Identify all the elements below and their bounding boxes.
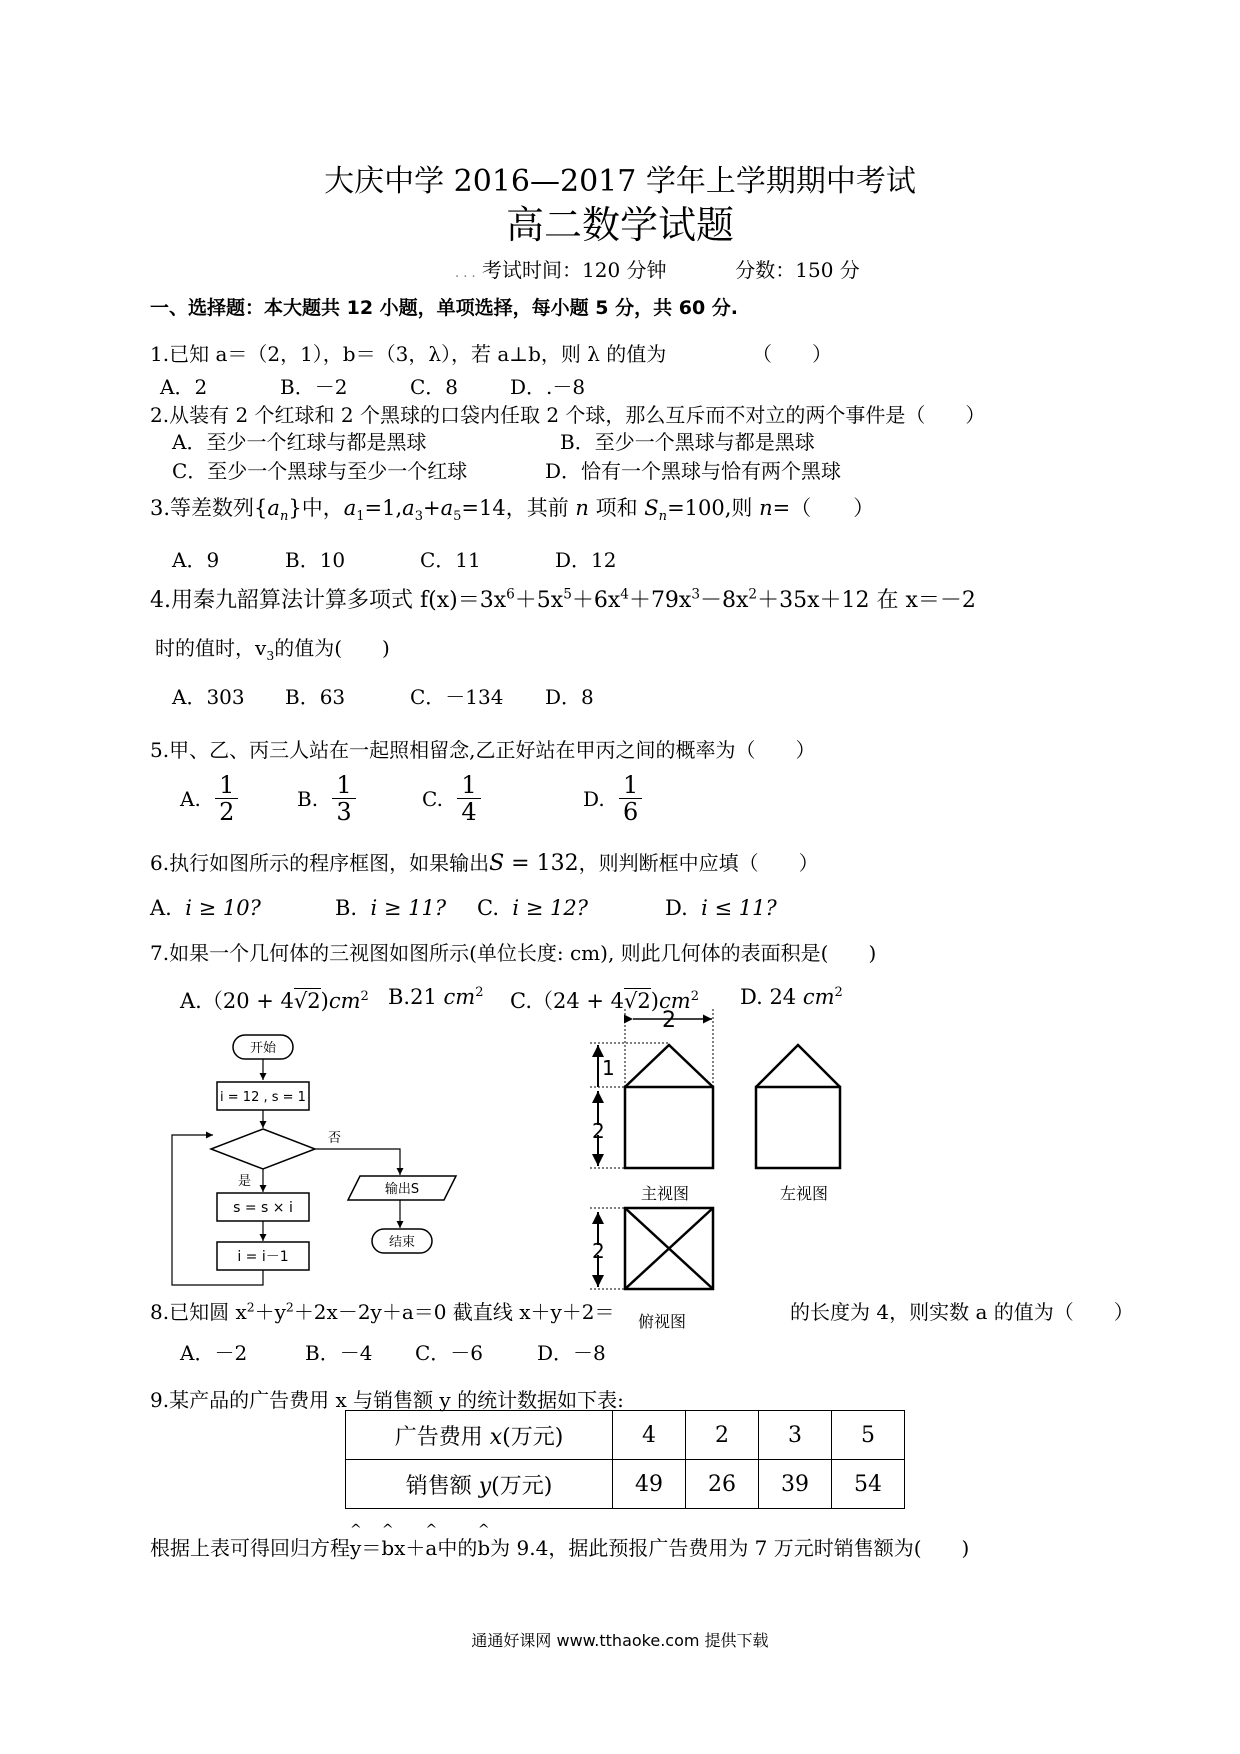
q4-option-a: A．303 [172, 685, 245, 709]
multiply-label: s = s × i [233, 1200, 293, 1216]
q6-t1: 6.执行如图所示的程序框图，如果输出 [150, 851, 490, 875]
q3-t4: =14，其前 [461, 496, 576, 520]
q3-option-b: B．10 [285, 548, 346, 572]
q3-sub5: 5 [453, 509, 462, 525]
q7-option-c: $C.(24 + 4√2)cm^2$ [510, 985, 699, 1015]
table-cell: 39 [759, 1460, 832, 1509]
q2-stem: 2.从装有 2 个红球和 2 个黑球的口袋内任取 2 个球，那么互斥而不对立的两个事件是（ ） [150, 403, 986, 427]
q8-t2: ＋y [254, 1300, 286, 1324]
q4-e5: 5 [563, 586, 572, 603]
exam-meta [455, 254, 860, 283]
q4-option-d: D．8 [545, 685, 594, 709]
body-label: 2 [592, 1119, 605, 1143]
yes-label: 是 [238, 1174, 252, 1189]
q3-S: S [644, 496, 659, 520]
q3-a: a [267, 496, 280, 520]
q7-d-text: D. 24 [740, 985, 797, 1009]
row2-b: (万元) [491, 1473, 553, 1499]
q5-option-c [422, 772, 481, 826]
q9-t1: 根据上表可得回归方程 [150, 1536, 350, 1560]
q5-c-num: 1 [457, 772, 480, 799]
row-label-y [346, 1460, 613, 1509]
q3-stem [150, 492, 875, 525]
q6-a-expr: i ≥ 10? [185, 896, 261, 920]
dots: . . . [455, 266, 476, 281]
q5-b-label: B. [297, 786, 319, 811]
q6-c-expr: i ≥ 12? [512, 896, 589, 920]
q5-c-den: 4 [461, 798, 477, 827]
table-cell: 26 [686, 1460, 759, 1509]
q9-mid: 中的 [437, 1536, 478, 1560]
init-label: i = 12 , s = 1 [220, 1090, 306, 1105]
row-label-x [346, 1411, 613, 1460]
side-view-shape [756, 1045, 840, 1168]
q6-option-b [335, 896, 446, 920]
q7-a-post: ) [320, 989, 329, 1013]
q6-b-letter: B. [335, 896, 358, 920]
flowchart [160, 1025, 480, 1295]
q6-c-letter: C. [477, 896, 499, 920]
q3-option-a: A．9 [172, 548, 220, 572]
front-view-caption: 主视图 [640, 1184, 690, 1203]
q9-followup [150, 1522, 970, 1561]
q3-n: n [279, 509, 289, 525]
q9-ahat: a [425, 1536, 438, 1560]
q4-stem [150, 583, 976, 614]
q1-option-c: C．8 [410, 375, 459, 399]
q3-t7: =（ ） [772, 496, 875, 520]
q3-sub3: 3 [414, 509, 423, 525]
q8-stem-end: 的长度为 4，则实数 a 的值为（ ） [790, 1300, 1134, 1324]
q5-d-label: D. [583, 786, 605, 811]
q5-a-num: 1 [215, 772, 238, 799]
q6-option-a [150, 896, 261, 920]
top-view-shape [625, 1208, 713, 1289]
q1-text: 1.已知 a＝（2，1），b＝（3，λ），若 a⊥b，则 λ 的值为 [150, 342, 667, 366]
front-view-shape [625, 1045, 713, 1168]
q7-c-rad: 2 [637, 989, 651, 1013]
output-label: 输出S [384, 1182, 420, 1197]
q7-d-unit: cm [802, 985, 835, 1009]
q7-c-unit: cm [659, 989, 691, 1013]
row1-var: x [489, 1424, 503, 1450]
q4-t2: ＋5x [514, 588, 564, 613]
q8-stem [150, 1296, 615, 1325]
q4-e6: 6 [506, 586, 515, 603]
q9-stem: 9.某产品的广告费用 x 与销售额 y 的统计数据如下表: [150, 1388, 624, 1412]
q7-b-text: B.21 [388, 985, 437, 1009]
q9-bhat: b [381, 1536, 395, 1560]
q4-option-b: B．63 [285, 685, 346, 709]
q8-option-c: C．－6 [415, 1341, 484, 1365]
start-label: 开始 [249, 1041, 277, 1056]
q4-t1: 4.用秦九韶算法计算多项式 f(x)＝3x [150, 588, 507, 613]
q3-t5: 项和 [588, 496, 645, 520]
table-cell: 5 [832, 1411, 905, 1460]
q6-b-expr: i ≥ 11? [370, 896, 447, 920]
q4-t6: ＋35x＋12 在 x＝－2 [757, 588, 976, 613]
top-view-caption: 俯视图 [637, 1312, 687, 1331]
q9-yhat: y [350, 1536, 362, 1560]
q5-stem: 5.甲、乙、丙三人站在一起照相留念,乙正好站在甲丙之间的概率为（ ） [150, 738, 816, 762]
q7-c-pre: C.（24 + 4 [510, 989, 625, 1013]
q4-e3: 3 [691, 586, 701, 603]
q6-stem [150, 847, 819, 876]
q3-n2: n [575, 496, 589, 520]
q4-e2: 2 [748, 586, 758, 603]
q5-d-den: 6 [623, 798, 639, 827]
q4-l2b: 的值为( ) [274, 636, 390, 660]
q2-option-a: A．至少一个红球与都是黑球 [172, 430, 427, 454]
table-row [346, 1411, 905, 1460]
q7-b-sq: 2 [475, 985, 484, 1000]
q4-vsub: 3 [266, 648, 275, 663]
q3-option-d: D．12 [555, 548, 617, 572]
q8-t1: 8.已知圆 x [150, 1300, 247, 1324]
q1-option-d: D．.－8 [510, 375, 586, 399]
row2-var: y [478, 1473, 492, 1499]
q7-option-a: $A.(20 + 4√2)cm^2$ [180, 985, 369, 1015]
q5-option-a [180, 772, 238, 826]
q4-l2a: 时的值时，v [155, 636, 267, 660]
q4-option-c: C．－134 [410, 685, 504, 709]
q3-option-c: C．11 [420, 548, 481, 572]
q7-b-unit: cm [443, 985, 476, 1009]
q8-option-d: D．－8 [537, 1341, 606, 1365]
top-view-label: 2 [592, 1239, 605, 1263]
school-title: 大庆中学 2016—2017 学年上学期期中考试 [324, 164, 916, 199]
q5-c-label: C. [422, 786, 443, 811]
q3-a3: a [402, 496, 415, 520]
end-label: 结束 [388, 1235, 416, 1250]
q6-S: S [489, 851, 505, 876]
q9-eq: ＝ [361, 1536, 382, 1560]
q3-plus: + [422, 496, 441, 520]
q1-blank: （ ） [752, 342, 832, 366]
q4-line2 [155, 632, 390, 661]
hat-mark: ^ [425, 1522, 438, 1538]
q6-option-d [665, 896, 777, 920]
q5-d-num: 1 [619, 772, 642, 799]
q5-a-label: A. [180, 786, 201, 811]
q9-bhat2: b [477, 1536, 491, 1560]
hat-mark: ^ [350, 1522, 362, 1538]
q3-t1: 3.等差数列{ [150, 496, 268, 520]
footer-text: 通通好课网 www.tthaoke.com 提供下载 [471, 1631, 769, 1650]
q7-c-post: ) [650, 989, 659, 1013]
hat-mark: ^ [477, 1522, 490, 1538]
q2-option-d: D．恰有一个黑球与恰有两个黑球 [545, 459, 842, 483]
q8-option-a: A．－2 [180, 1341, 248, 1365]
q5-a-den: 2 [219, 798, 235, 827]
q9-t2: 为 9.4，据此预报广告费用为 7 万元时销售额为( ) [490, 1536, 970, 1560]
side-view-caption: 左视图 [779, 1184, 829, 1203]
table-cell: 3 [759, 1411, 832, 1460]
q1-option-b: B．－2 [280, 375, 348, 399]
roof-label: 1 [602, 1056, 615, 1080]
row1-a: 广告费用 [394, 1424, 490, 1450]
q7-a-unit: cm [328, 989, 361, 1013]
q7-c-sq: 2 [690, 989, 699, 1004]
data-table [345, 1410, 905, 1509]
q3-a1: a [343, 496, 357, 520]
section-heading: 一、选择题：本大题共 12 小题，单项选择，每小题 5 分，共 60 分. [150, 297, 739, 319]
q6-d-letter: D. [665, 896, 688, 920]
q3-n3: n [658, 509, 668, 525]
q5-b-den: 3 [336, 798, 352, 827]
q8-option-b: B．－4 [305, 1341, 373, 1365]
decision-node [211, 1129, 315, 1169]
q4-t3: ＋6x [571, 588, 621, 613]
q4-e4: 4 [620, 586, 629, 603]
subject-title: 高二数学试题 [505, 203, 734, 247]
q5-option-b [297, 772, 356, 826]
q6-eq: = 132 [504, 851, 579, 876]
q8-t3: ＋2x－2y＋a＝0 截直线 x＋y＋2＝ [293, 1300, 615, 1324]
q9-xplus: x＋ [394, 1536, 426, 1560]
table-cell: 4 [613, 1411, 686, 1460]
q5-b-num: 1 [332, 772, 355, 799]
width-label: 2 [662, 1008, 676, 1033]
table-cell: 49 [613, 1460, 686, 1509]
row1-b: (万元) [502, 1424, 564, 1450]
table-cell: 54 [832, 1460, 905, 1509]
q6-t2: ，则判断框中应填（ ） [578, 851, 819, 875]
q3-a5: a [440, 496, 454, 520]
q7-stem: 7.如果一个几何体的三视图如图所示(单位长度: cm), 则此几何体的表面积是( ) [150, 941, 877, 965]
q1-option-a: A．2 [160, 375, 208, 399]
table-row [346, 1460, 905, 1509]
q4-t5: －8x [700, 588, 749, 613]
q7-a-pre: A.（20 + 4 [180, 989, 294, 1013]
q3-t3: =1, [364, 496, 403, 520]
hat-mark: ^ [381, 1522, 394, 1538]
exam-time: 考试时间：120 分钟 [482, 258, 667, 282]
q2-option-c: C．至少一个黑球与至少一个红球 [172, 459, 468, 483]
exam-score: 分数：150 分 [735, 258, 860, 282]
q8-e1: 2 [246, 1299, 255, 1315]
table-cell: 2 [686, 1411, 759, 1460]
no-label: 否 [328, 1131, 342, 1146]
q8-e2: 2 [285, 1299, 294, 1315]
q3-t2: }中， [288, 496, 344, 520]
q6-a-letter: A. [150, 896, 172, 920]
q5-option-d [583, 772, 642, 826]
q6-option-c [477, 896, 588, 920]
q3-n4: n [759, 496, 773, 520]
q3-t6: =100,则 [667, 496, 760, 520]
three-views [570, 1005, 890, 1335]
q3-sub1: 1 [356, 509, 365, 525]
row2-a: 销售额 [405, 1473, 479, 1499]
q7-a-rad: 2 [307, 989, 321, 1013]
q1-stem [150, 338, 666, 367]
q2-option-b: B．至少一个黑球与都是黑球 [560, 430, 815, 454]
q7-option-b [388, 985, 484, 1009]
q6-d-expr: i ≤ 11? [701, 896, 777, 920]
decrement-label: i = i－1 [237, 1249, 289, 1265]
q7-d-sq: 2 [834, 985, 843, 1000]
q7-a-sq: 2 [360, 989, 369, 1004]
q4-t4: ＋79x [628, 588, 692, 613]
